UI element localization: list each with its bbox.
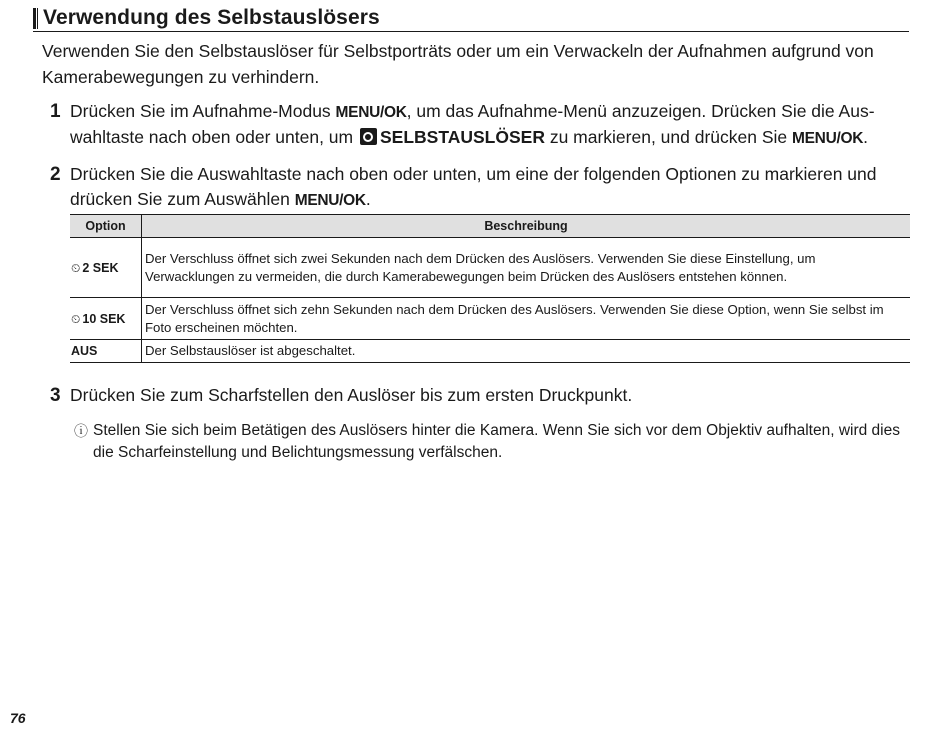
timer-icon: ⏲ [71,260,81,275]
option-label: 10 SEK [82,311,126,326]
table-row [70,238,910,298]
step-number: 2 [50,164,61,185]
section-heading [33,6,909,32]
column-header-option: Option [70,215,142,238]
page-number: 76 [10,710,26,726]
menu-ok-key: MENU/OK [294,192,366,209]
page-title: Verwendung des Selbstauslösers [43,6,380,29]
intro-paragraph: Verwenden Sie den Selbstauslöser für Selbstporträts oder um ein Verwackeln der Aufnahmen aufgrund von Kamerabewegungen zu verhindern. [42,41,874,87]
step-text: Drücken Sie die Auswahltaste nach oben oder unten, um eine der folgenden Optionen zu markieren und drücken Sie zum Auswählen MENU/OK. [70,164,877,209]
option-cell [70,340,142,363]
column-header-description: Beschreibung [142,215,911,238]
menu-ok-key: MENU/OK [792,130,864,147]
step-number: 1 [50,101,61,122]
menu-ok-key: MENU/OK [335,104,407,121]
description-cell: Der Verschluss öffnet sich zehn Sekunden nach dem Drücken des Auslösers. Verwenden Sie diese Option, wenn Sie selbst im Foto erscheinen möchten. [142,298,911,340]
heading-marker [33,8,38,29]
step-text: Drücken Sie im Aufnahme-Modus MENU/OK, um das Aufnahme-Menü anzuzeigen. Drücken Sie die Auswahltaste nach oben oder unten, um SELBSTAUSLÖSER zu markieren, und drücken Sie MENU/OK. [70,101,875,147]
self-timer-menu-label: SELBSTAUSLÖSER [379,127,545,147]
option-cell [70,298,142,340]
caution-note [74,420,910,464]
step-3 [50,383,910,408]
options-table [70,214,910,363]
description-cell: Der Selbstauslöser ist abgeschaltet. [142,340,911,363]
table-header-row [70,215,910,238]
self-timer-menu-icon [360,128,377,145]
step-1 [50,99,910,151]
option-label: AUS [71,344,98,358]
option-label: 2 SEK [82,260,119,275]
table-row [70,298,910,340]
note-text: Stellen Sie sich beim Betätigen des Auslösers hinter die Kamera. Wenn Sie sich vor dem Objektiv aufhalten, wird dies die Scharfeinstellung und Belichtungsmessung verfälschen. [93,422,900,461]
description-cell: Der Verschluss öffnet sich zwei Sekunden nach dem Drücken des Auslösers. Verwenden Sie diese Einstellung, um Verwacklungen zu vermeiden, die durch Kamerabewegungen beim Drücken des Auslösers entstehen können. [142,238,911,298]
step-text: Drücken Sie zum Scharfstellen den Auslöser bis zum ersten Druckpunkt. [70,385,633,405]
table-row [70,340,910,363]
timer-icon: ⏲ [71,311,81,326]
caution-icon: ⓘ [74,423,88,439]
step-2 [50,162,910,213]
option-cell [70,238,142,298]
step-number: 3 [50,385,61,406]
